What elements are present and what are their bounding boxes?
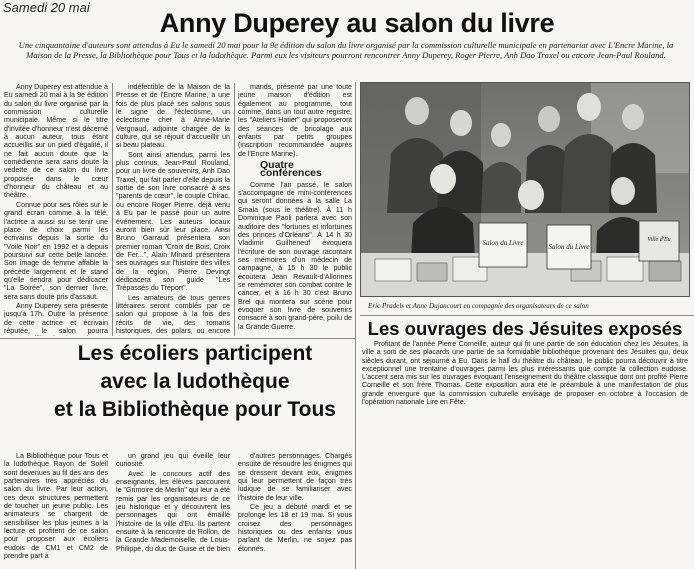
ecoliers-column-1 (4, 452, 108, 569)
paragraph: Profitant de l'année Pierre Corneille, auteur qui fit une partie de son éducation chez les Jésuites, la ville a sorti de ses placards une partie de sa formidable bibliothèque provenant des Jésuites qui, deux siècles durant, ont séjourné à Eu. Dans le hall du théâtre du château, le public pourra découvrir à titre exceptionnel une trentaine d'ouvrages parmi les plus intéressants que compte la collection eudoise. L'accent sera mis sur les ouvrages évoquant l'enseignement du théâtre classique dont ont profité Pierre Corneille et son frère Thomas. Cette exposition aura été le préambule à une manifestation de plus grande envergure que la commission culturelle envisage de proposer en octobre à l'occasion de l'opération nationale Lire en Fête. (362, 341, 688, 407)
headline-line: Les écoliers participent (77, 342, 313, 365)
section-rule (360, 315, 694, 316)
paragraph: Anny Duperey est attendue à Eu samedi 20 mai à la 9e édition du salon du livre organisé par la commission culturelle municipale. Même si le titre d'invitée d'honneur n'est décerné à aucun auteur, tous étant accueillis sur un pied d'égalité, il ne fait aucun doute que la comédienne sera sans doute la vedette de ce salon du livre proposée dans le cœur d'honneur du château et au théâtre. (4, 83, 108, 200)
paragraph: indéfectible de la Maison de la Presse et de l'Encre Marine, a une fois de plus placé ses salons sous le signe de l'éclectisme, un éclectisme cher à Anne-Marie Vergnaud, adjointe chargée de la culture, qui se réjouit d'accueillir un si beau plateau. (116, 83, 230, 150)
poster-title: Salon du Livre (482, 239, 524, 247)
article-column-2 (116, 83, 230, 336)
event-photo (360, 82, 690, 297)
paragraph: d'autres personnages. Chargés ensuite de résoudre les énigmes qui se dressent devant eux, énigmes qui leur permettent de façon très ludique de se familiariser avec l'histoire de leur ville. (238, 452, 352, 502)
headline: Anny Duperey au salon du livre (159, 8, 555, 38)
poster-title: Ville d'Eu (647, 237, 671, 243)
paragraph: Les amateurs de tous genres littéraires seront comblés par ce salon qui propose à la fois des récits de vie, des romans historiques, des polars, ou encore (116, 293, 230, 335)
ecoliers-column-3 (238, 452, 352, 569)
ecoliers-headline (40, 340, 350, 424)
paragraph: un grand jeu qui éveille leur curiosité. (116, 452, 230, 469)
paragraph: Ce jeu a débuté mardi et se prolonge les 18 et 19 mai. Si vous croisez des personnages historiques ou des enfants vous parlant de Merlin, ne soyez pas étonnés. (238, 503, 352, 553)
subheading: Quatre conférences (260, 159, 322, 180)
paragraph: La Bibliothèque pour Tous et la ludothèque Rayon de Soleil sont devenues au fil des ans des partenaires très appréciés du salon du livre. Par leur action, ces deux structures permettent de toucher un jeune public. Les animateurs se chargent de sensibiliser les plus jeunes à la lecture et profitent de ce salon pour proposer aux écoliers eudois de CM1 et CM2 de prendre part à (4, 452, 108, 561)
paragraph: Connue pour ses rôles sur le grand écran comme à la télé, l'actrice a aussi su se tenir une place de choix parmi les écrivains depuis la sortie du "Voile Noir" en 1992 et a depuis poursuivi sur cette belle lancée. Son image de femme affable la précède largement et le stand qu'elle tiendra pour dédicacer "La Soirée", son dernier livre, sera sans doute pris d'assaut. (4, 200, 108, 301)
jesuites-headline: Les ouvrages des Jésuites exposés (367, 318, 683, 339)
paragraph: Comme l'an passé, le salon s'accompagne de mini-conférences qui seront données à la salle La Smala (sous le théâtre). À 11 h Dominique Paoli parlera avec son auditoire des "fortunes et infortunes des princes d'Orléans". À 14 h 30 Vladimir Guilheneuf évoquera l'écriture de son ouvrage racontant ses mémoires d'un médecin de campagne, à 15 h 30 le public écoutera Jean Revault-d'Allonnes se remémorer son combat contre le cancer, et à 16 h 30 c'est Bruno Brel qui montera sur scène pour évoquer son livre de souvenirs consacré à son grand-père, poilu de la Grande Guerre. (238, 180, 352, 331)
paragraph: Avec le concours actif des enseignants, les élèves parcourent le "Grimoire de Merlin" qui leur a été remis par les organisateurs de ce jeu historique et y découvrent les personnages qui ont émaillé l'histoire de la ville d'Eu. Ils partent ensuite à la rencontre de Rollon, de la Grande Mademoiselle, de Louis-Philippe, du duc de Guise et de bien (116, 469, 230, 553)
poster-title: Salon du Livre (548, 243, 590, 251)
jesuites-article (362, 341, 688, 407)
photo-caption: Eric Pradels et Anne Dujancourt en compagnie des organisateurs de ce salon (368, 302, 589, 310)
column-divider (234, 83, 235, 336)
column-divider (112, 83, 113, 336)
section-divider (355, 82, 356, 569)
lead-paragraph: Une cinquantaine d'auteurs sont attendus à Eu le samedi 20 mai pour la 9e édition du salon du livre organisé par la commission culturelle municipale en partenariat avec L'Encre Marine, la Maison de la Presse, la Bibliothèque pour Tous et la ludothèque. Parmi eux les visiteurs pourront rencontrer Anny Duperey, Roger Pierre, Anh Dao Traxel ou encore Jean-Paul Rouland. (18, 40, 674, 61)
article-column-1 (4, 83, 108, 336)
paragraph: mands, présenté par une toute jeune maison d'édition est également au programme, tout comme, dans un tout autre registre, les "Ateliers Hatier" qui proposeront des séances de bricolage aux enfants par petits groupes (inscription recommandée auprès de l'Encre Marine). (238, 83, 352, 158)
paragraph: Anny Duperey sera présente jusqu'à 17h. Outre la présence de cette actrice et écrivain réputée, le salon pourra (4, 301, 108, 335)
ecoliers-column-2 (116, 452, 230, 569)
photo-illustration (361, 83, 690, 297)
issue-date: Samedi 20 mai (3, 0, 90, 15)
paragraph: Sont ainsi attendus, parmi les plus connus, Jean-Paul Rouland, pour un livre de souvenirs, Anh Dao Traxel, qui fait parler d'elle depuis la sortie de son livre consacré à ses "parents de cœur", le couple Chirac, ou encore Roger Pierre, déjà venu à Eu par le passé pour un autre événement. Les auteurs locaux auront bien sûr leur place. Ainsi Bruno Garraud présentera son premier roman "Croix de Bois, Croix de Fer...", Alain Minard présentera ses ouvrages sur l'histoire des villes de la région, Pierre Devingt dédicacera son guide "Les Trépassés du Tréport". (116, 150, 230, 293)
article-column-3 (238, 83, 352, 336)
headline-line: avec la ludothèque (100, 370, 290, 393)
headline-line: et la Bibliothèque pour Tous (54, 398, 336, 421)
section-rule (0, 338, 355, 339)
